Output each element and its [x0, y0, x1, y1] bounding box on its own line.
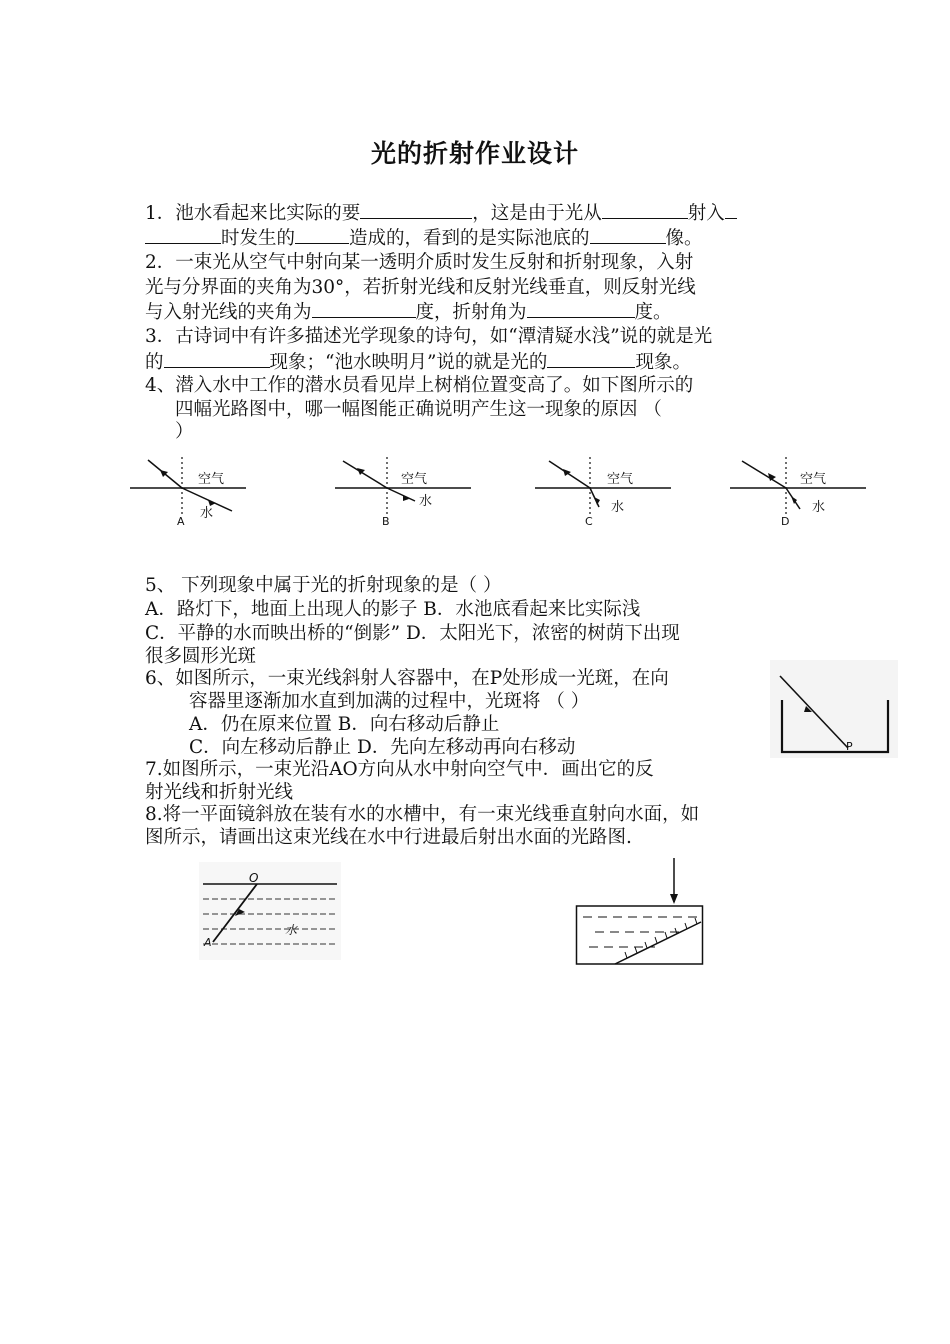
- q2-text-a: 与入射光线的夹角为: [145, 302, 312, 323]
- diagram-b-air: 空气: [401, 472, 428, 487]
- q2-text-c: 度。: [634, 302, 672, 323]
- water-tank-diagram: [575, 858, 705, 968]
- q1-blank-5[interactable]: [590, 226, 666, 244]
- q1-text-2: ，这是由于光从: [472, 203, 602, 224]
- q3-text-b: 现象；“池水映明月”说的就是光的: [269, 352, 548, 373]
- q4-line-2: 四幅光路图中，哪一幅图能正确说明产生这一现象的原因 （: [175, 399, 662, 420]
- q1-blank-4[interactable]: [295, 226, 349, 244]
- diagram-d-label: D: [781, 515, 790, 528]
- diagram-b: [333, 455, 473, 527]
- diagram-d-water: 水: [812, 500, 826, 515]
- q1-text-3: 射入: [687, 203, 725, 224]
- water-ray-diagram: [199, 862, 341, 960]
- q8-line-2: 图所示，请画出这束光线在水中行进最后射出水面的光路图.: [145, 827, 632, 848]
- q4-line-1: 4、潜入水中工作的潜水员看见岸上树梢位置变高了。如下图所示的: [145, 375, 694, 396]
- q1-blank-3b[interactable]: [145, 226, 221, 244]
- q1-blank-1[interactable]: [360, 201, 472, 219]
- q1-text-4: 时发生的: [221, 228, 296, 249]
- q2-line-2: 光与分界面的夹角为30°，若折射光线和反射光线垂直，则反射光线: [145, 277, 696, 298]
- diagram-a-label: A: [177, 515, 185, 528]
- q7-line-2: 射光线和折射光线: [145, 782, 294, 803]
- q1-line-1: [145, 201, 737, 226]
- diagram-d: [728, 455, 868, 527]
- q6-line-4: C．向左移动后静止 D．先向左移动再向右移动: [189, 737, 576, 758]
- q1-blank-2[interactable]: [602, 201, 688, 219]
- point-p-label: P: [846, 740, 853, 753]
- q3-blank-2[interactable]: [547, 350, 635, 368]
- q3-line-2: [145, 350, 691, 375]
- q2-blank-2[interactable]: [527, 300, 635, 318]
- diagram-c: [533, 455, 673, 527]
- q2-blank-1[interactable]: [312, 300, 416, 318]
- diagram-b-water: 水: [419, 494, 433, 509]
- q1-blank-3a[interactable]: [725, 201, 737, 219]
- diagram-a-water: 水: [200, 506, 214, 521]
- diagram-b-label: B: [382, 515, 390, 528]
- q3-text-c: 现象。: [635, 352, 691, 373]
- q1-line-2: [145, 226, 703, 251]
- q6-line-3: A．仍在原来位置 B．向右移动后静止: [189, 714, 500, 735]
- q5-line-3: C．平静的水而映出桥的“倒影” D．太阳光下，浓密的树荫下出现: [145, 623, 680, 644]
- container-diagram: [770, 660, 898, 758]
- q3-line-1: 3．古诗词中有许多描述光学现象的诗句，如“潭清疑水浅”说的就是光: [145, 326, 713, 347]
- q3-text-a: 的: [145, 352, 164, 373]
- label-water: 水: [285, 923, 298, 937]
- diagram-c-label: C: [585, 515, 593, 528]
- q6-line-2: 容器里逐渐加水直到加满的过程中，光斑将 （ ）: [189, 691, 590, 712]
- q1-text-5: 造成的，看到的是实际池底的: [349, 228, 590, 249]
- q3-blank-1[interactable]: [164, 350, 270, 368]
- label-a: A: [204, 936, 212, 949]
- q7-line-1: 7.如图所示，一束光沿AO方向从水中射向空气中．画出它的反: [145, 759, 654, 780]
- q2-line-3: [145, 300, 672, 325]
- q2-line-1: 2．一束光从空气中射向某一透明介质时发生反射和折射现象，入射: [145, 252, 694, 273]
- diagram-a: [128, 455, 248, 527]
- q5-line-2: A．路灯下，地面上出现人的影子 B．水池底看起来比实际浅: [145, 599, 641, 620]
- q2-text-b: 度，折射角为: [415, 302, 527, 323]
- q1-text-6: 像。: [665, 228, 703, 249]
- diagram-c-water: 水: [611, 500, 625, 515]
- diagram-a-air: 空气: [198, 472, 225, 487]
- q8-line-1: 8.将一平面镜斜放在装有水的水槽中，有一束光线垂直射向水面，如: [145, 804, 700, 825]
- q5-line-4: 很多圆形光斑: [145, 646, 257, 667]
- diagram-d-air: 空气: [800, 472, 827, 487]
- label-o: O: [249, 871, 259, 885]
- q1-text-1: 1．池水看起来比实际的要: [145, 203, 361, 224]
- q4-line-3: ）: [175, 421, 194, 442]
- q5-line-1: 5、 下列现象中属于光的折射现象的是（ ）: [145, 575, 502, 596]
- q6-line-1: 6、如图所示，一束光线斜射人容器中，在P处形成一光斑，在向: [145, 668, 669, 689]
- page-title: 光的折射作业设计: [370, 139, 579, 168]
- diagram-c-air: 空气: [607, 472, 634, 487]
